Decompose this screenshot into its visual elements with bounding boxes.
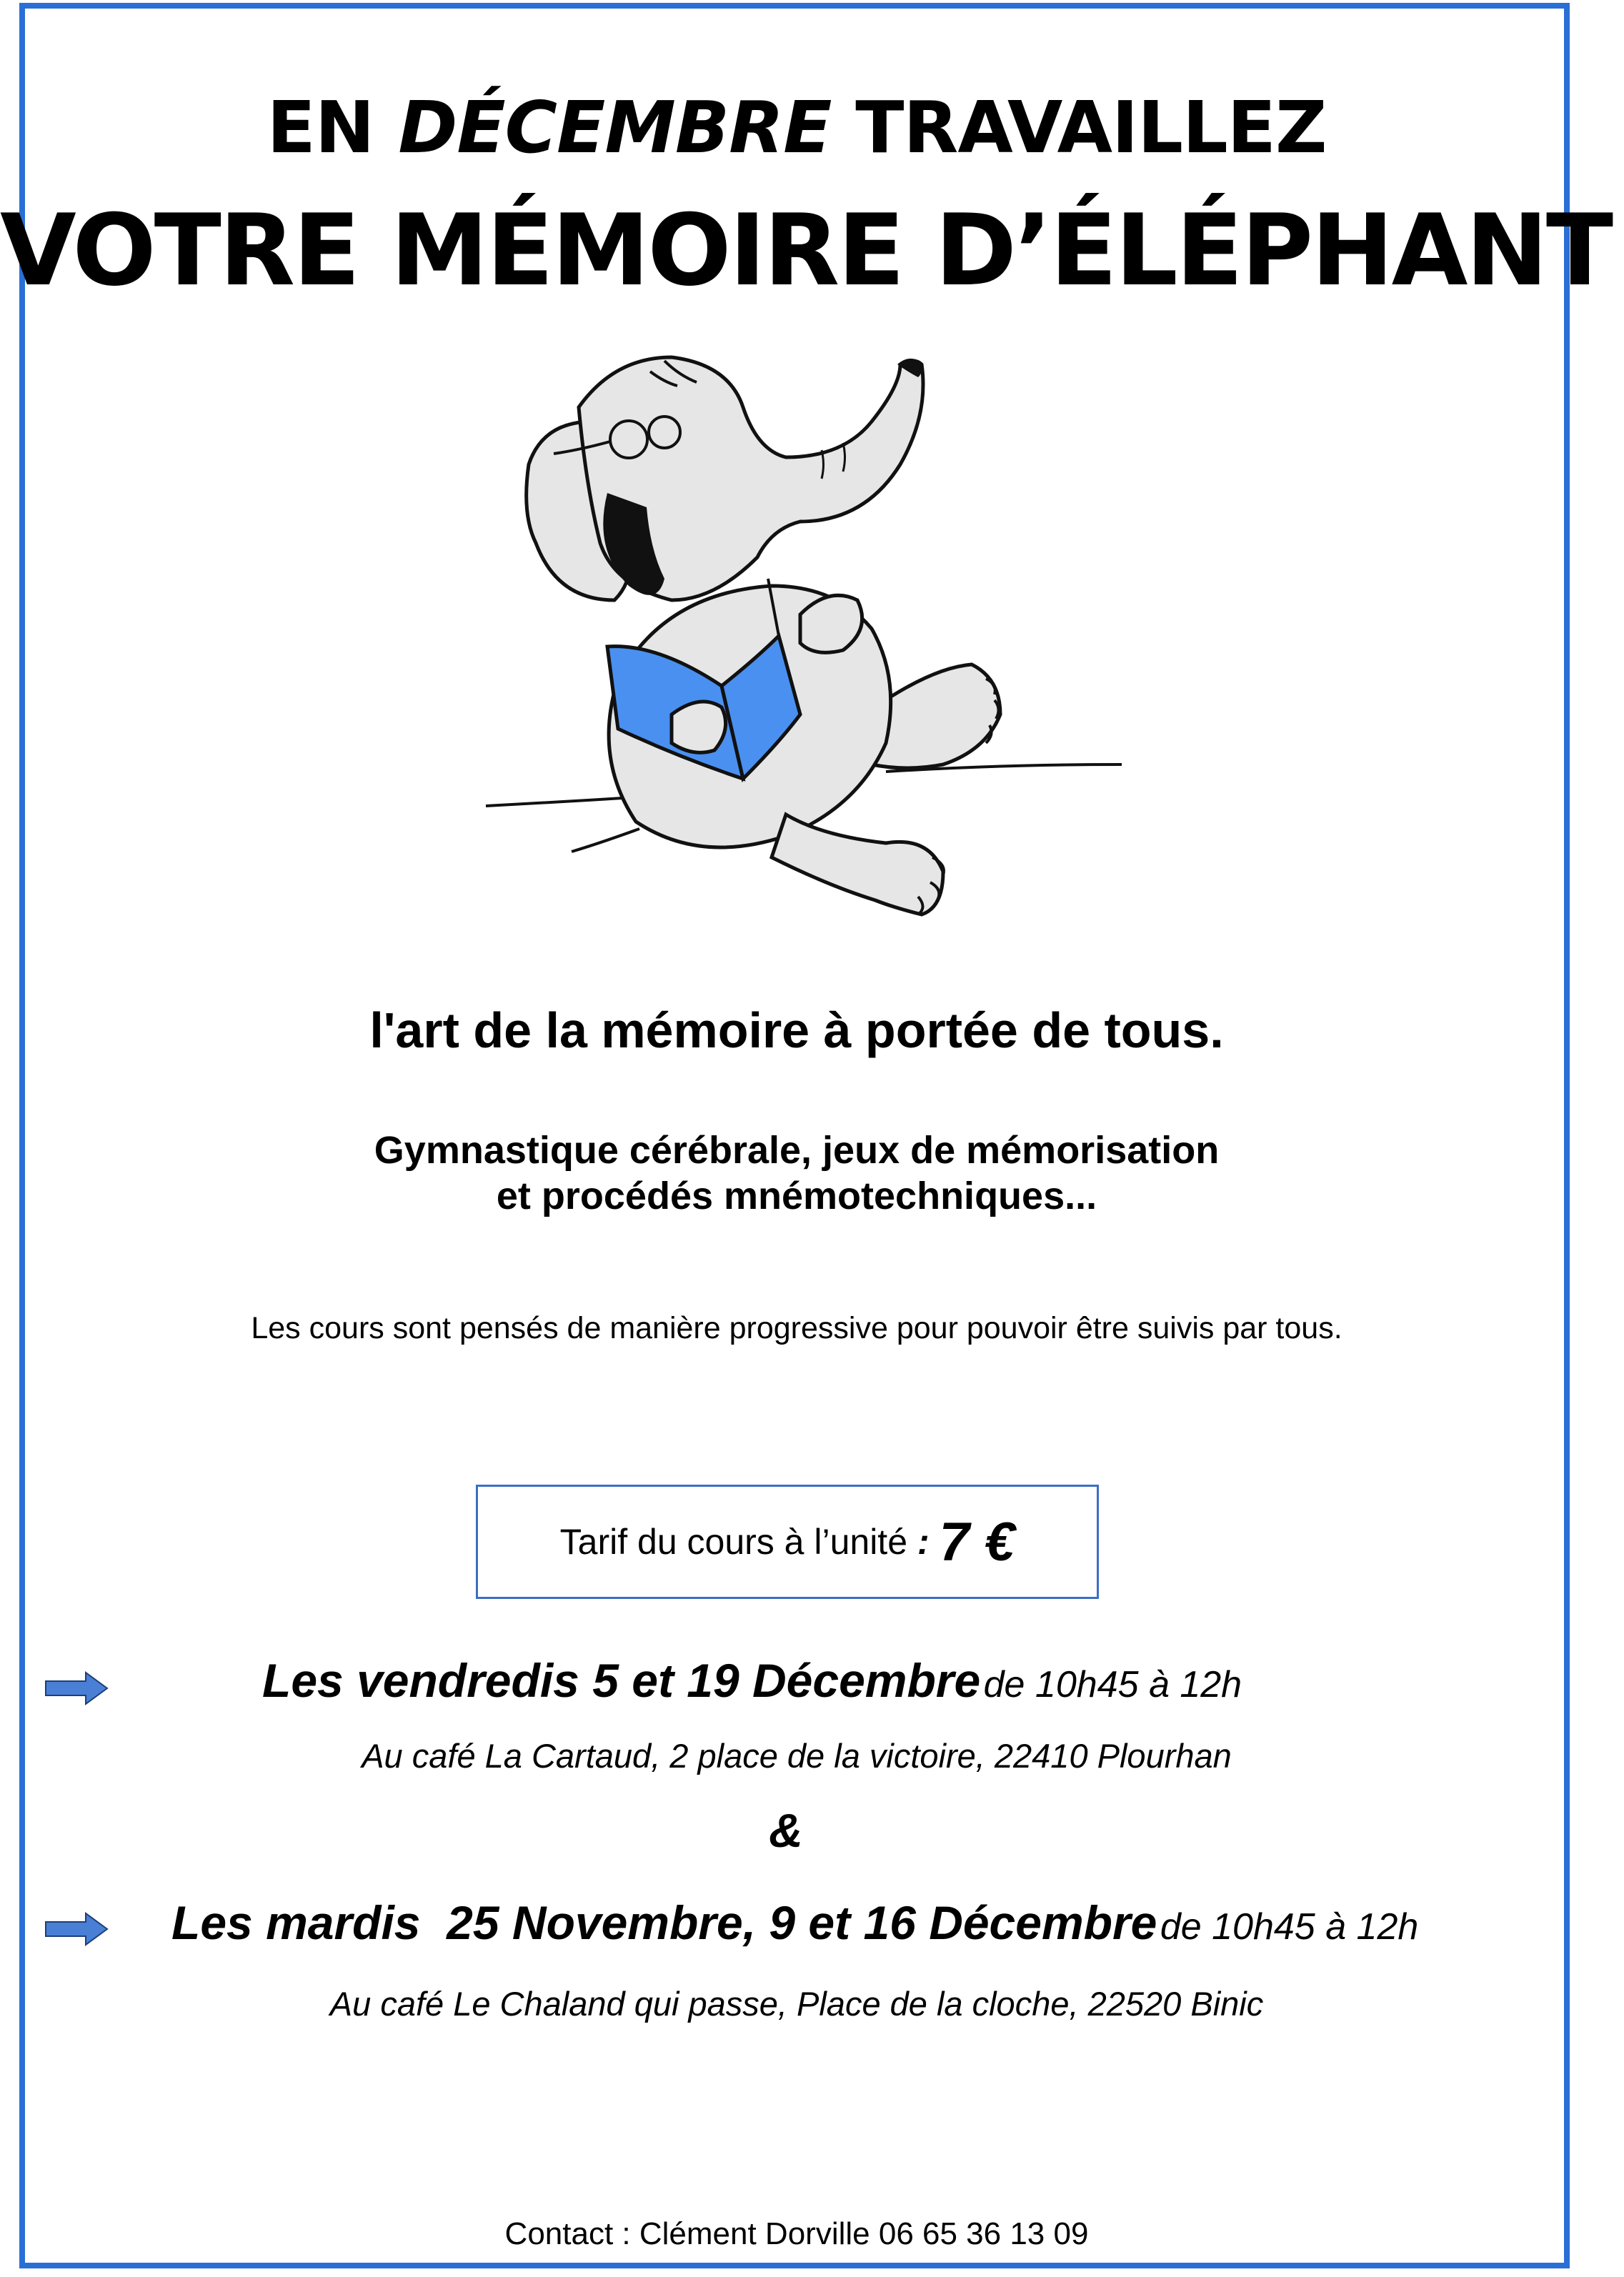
description: Les cours sont pensés de manière progressive pour pouvoir être suivis par tous.: [251, 1311, 1342, 1345]
subtitle: [0, 1127, 1593, 1219]
contact-info: Contact : Clément Dorville 06 65 36 13 09: [504, 2216, 1089, 2251]
session-1-dates: Les vendredis 5 et 19 Décembre: [262, 1654, 981, 1707]
session-2-times: de 10h45 à 12h: [1160, 1906, 1419, 1948]
session-1-times: de 10h45 à 12h: [983, 1664, 1242, 1705]
session-2-venue: Au café Le Chaland qui passe, Place de la cloche, 22520 Binic: [329, 1985, 1264, 2023]
ampersand: &: [769, 1804, 803, 1857]
session-1-dates-line: [262, 1653, 1242, 1708]
title-line-1-part-2: TRAVAILLEZ: [855, 86, 1327, 169]
title-line-1: [0, 86, 1593, 169]
title-month: DÉCEMBRE: [398, 86, 832, 169]
price-box: [476, 1485, 1099, 1599]
title-line-1-part-1: EN: [266, 86, 374, 169]
subtitle-line-1: Gymnastique cérébrale, jeux de mémorisation: [374, 1129, 1220, 1172]
tagline: l'art de la mémoire à portée de tous.: [369, 1002, 1224, 1058]
price-separator: :: [917, 1522, 930, 1562]
arrow-right-icon: [44, 1911, 109, 1947]
price-label: Tarif du cours à l’unité: [559, 1522, 908, 1562]
arrow-right-icon: [44, 1670, 109, 1706]
subtitle-line-2: et procédés mnémotechniques...: [496, 1175, 1097, 1217]
title-line-2: VOTRE MÉMOIRE D’ÉLÉPHANT: [0, 193, 1612, 308]
session-2-dates: Les mardis 25 Novembre, 9 et 16 Décembre: [171, 1896, 1157, 1949]
elephant-reading-icon: [486, 343, 1129, 943]
session-1-venue: Au café La Cartaud, 2 place de la victoire, 22410 Plourhan: [362, 1737, 1232, 1775]
session-2-dates-line: [171, 1895, 1418, 1950]
price-amount: 7 €: [939, 1511, 1015, 1573]
